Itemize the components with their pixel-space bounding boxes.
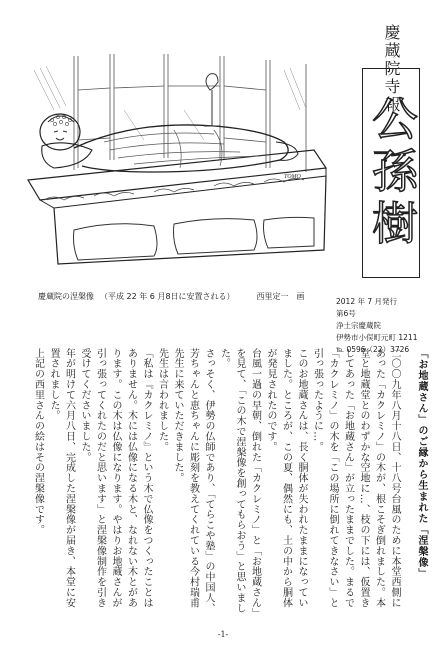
article-paragraph: このお地蔵さんは、長く胴体が失われたままになっていました。ところが、この夏、偶然にも、土の中から胴体が発見されたのです。 xyxy=(265,348,307,608)
caption-note: （平成 22 年 6 月8日に安置される） xyxy=(100,292,235,301)
caption-artist: 西里定一 画 xyxy=(256,292,305,301)
issue-tel: ℡ 0596（22）3726 xyxy=(336,345,410,354)
caption-text: 慶蔵院の涅槃像 xyxy=(38,292,94,301)
article-paragraph: 年が明けて六月八日、完成した涅槃像が届き、本堂に安置されました。 xyxy=(48,348,75,608)
masthead-subtitle: 慶蔵院寺報 xyxy=(382,24,401,114)
article-paragraph: 台風一過の早朝、倒れた「カクレミノ」と「お地蔵さん」を見て、「この木で涅槃像を創ってもらおう」と思いました。 xyxy=(218,348,261,614)
issue-publisher: 浄土宗慶蔵院 xyxy=(336,321,381,330)
issue-date: 2012 年 7 月発行 xyxy=(336,297,398,306)
issue-number: 第6号 xyxy=(336,309,356,318)
masthead-title-box xyxy=(362,68,420,278)
article xyxy=(22,348,432,620)
page-number: -1- xyxy=(217,630,229,639)
illustration-signature: TOMO xyxy=(284,174,301,180)
reclining-buddha-illustration xyxy=(14,50,332,268)
article-paragraph: 先生は言われました。 xyxy=(156,348,168,452)
article-headline: 「お地蔵さん」のご縁から生まれた「涅槃像」 xyxy=(416,348,427,579)
masthead-title: 公孫樹 xyxy=(365,95,419,251)
illustration-caption xyxy=(38,291,338,302)
issue-address: 伊勢市小俣町元町 1211 xyxy=(336,333,418,342)
newsletter-masthead xyxy=(354,20,426,270)
article-paragraph: 二〇〇九年八月十八日、十八号台風のために本堂西側にあった「カクレミノ」の木が、根こそぎ倒れました。本堂と地蔵堂とのわずかな空地に…、枝の下には、仮置きしてあった「お地蔵さん」が立ったままでした。まるで「カクレミノ」の木を「この場所に倒れてきなさい」と引っ張ったように…。 xyxy=(311,348,400,608)
article-paragraph: 「私は『カクレミノ』という木で仏像をつくったことはありません。木には仏像になる木と、なれない木とがあります。この木は仏像になります。やはりお地蔵さんが引っ張ってくれたのだと思います」と涅槃像制作を引き受けてくださいました。 xyxy=(79,348,152,608)
article-paragraph: 上記の西里さんの絵はその涅槃像です。 xyxy=(32,348,44,536)
article-paragraph: さっそく、伊勢の仏師であり、「てらこや塾」の中国人、芳ちゃんと恵ちゃんに彫刻を教えてくれている今村瑞甫先生に来ていただきました。 xyxy=(172,348,214,614)
article-body xyxy=(22,348,402,616)
issue-info xyxy=(336,296,440,356)
